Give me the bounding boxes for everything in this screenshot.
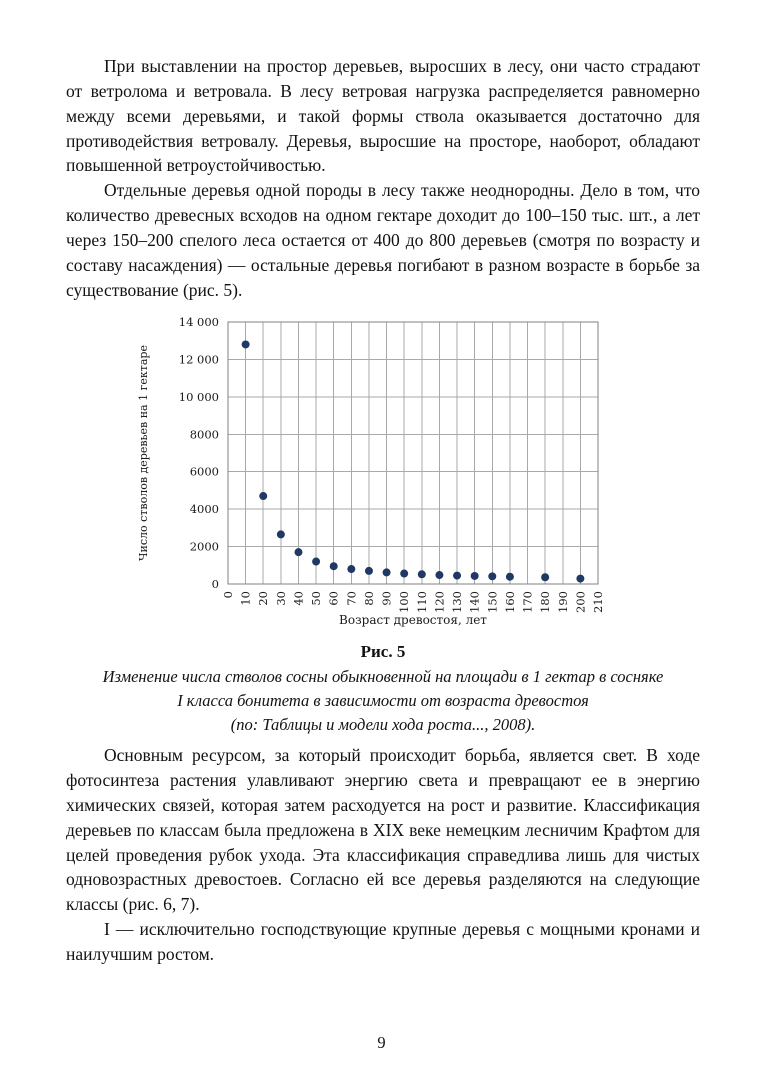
paragraph-class-one: I — исключительно господствующие крупные деревья с мощными кронами и наилучшим ростом. <box>66 919 700 964</box>
svg-text:140: 140 <box>467 591 482 614</box>
svg-text:2000: 2000 <box>189 540 219 555</box>
caption-line: I класса бонитета в зависимости от возраста древостоя <box>177 691 589 711</box>
svg-text:10: 10 <box>238 591 253 607</box>
svg-text:110: 110 <box>414 591 429 614</box>
caption-line: (по: Таблицы и модели хода роста..., 2008). <box>230 715 536 735</box>
svg-text:150: 150 <box>485 591 500 614</box>
figure-5 <box>66 312 700 737</box>
svg-text:6000: 6000 <box>189 465 219 480</box>
caption-line: Изменение числа стволов сосны обыкновенной на площади в 1 гектар в сосняке <box>102 667 664 687</box>
paragraph-tree-density: Отдельные деревья одной породы в лесу также неоднородны. Дело в том, что количество древесных всходов на одном гектаре доходит до 100–150 тыс. шт., а лет через 150–200 спелого леса остается от 400 до 800 деревьев (смотря по возрасту и составу насаждения) — остальные деревья погибают в разном возрасте в борьбе за существование (рис. 5). <box>66 180 700 300</box>
svg-text:200: 200 <box>573 591 588 614</box>
paragraph-wind-resistance: При выставлении на простор деревьев, выросших в лесу, они часто страдают от ветролома и ветровала. В лесу ветровая нагрузка распределяется равномерно между всеми деревьями, и такой формы ствола оказывается достаточно для противодействия ветровалу. Деревья, выросшие на просторе, наоборот, обладают повышенной ветроустойчивостью. <box>66 56 700 176</box>
svg-text:60: 60 <box>326 591 341 607</box>
svg-text:40: 40 <box>291 591 306 607</box>
paragraph-light-resource: Основным ресурсом, за который происходит борьба, является свет. В ходе фотосинтеза растения улавливают энергию света и превращают ее в энергию химических связей, которая затем расходуется на рост и развитие. Классификация деревьев по классам была предложена в XIX веке немецким лесничим Крафтом для целей проведения рубок ухода. Эта классификация справедлива лишь для чистых одновозрастных древостоев. Согласно ей все деревья разделяются на следующие классы (рис. 6, 7). <box>66 745 700 915</box>
svg-text:Число стволов деревьев на 1 ге: Число стволов деревьев на 1 гектаре <box>137 345 150 562</box>
svg-text:4000: 4000 <box>189 502 219 517</box>
svg-text:210: 210 <box>591 591 605 614</box>
svg-text:180: 180 <box>538 591 553 614</box>
scatter-chart <box>133 312 633 632</box>
svg-text:14 000: 14 000 <box>178 315 219 330</box>
svg-text:10 000: 10 000 <box>178 390 219 405</box>
page-number: 9 <box>377 1033 386 1052</box>
svg-text:80: 80 <box>361 591 376 607</box>
svg-text:20: 20 <box>256 591 271 607</box>
figure-caption <box>66 665 700 737</box>
svg-text:120: 120 <box>432 591 447 614</box>
svg-text:0: 0 <box>211 577 219 592</box>
svg-text:90: 90 <box>379 591 394 607</box>
svg-text:190: 190 <box>555 591 570 614</box>
svg-text:30: 30 <box>273 591 288 607</box>
svg-text:170: 170 <box>520 591 535 614</box>
svg-text:130: 130 <box>450 591 465 614</box>
svg-text:100: 100 <box>397 591 412 614</box>
svg-text:160: 160 <box>502 591 517 614</box>
figure-label: Рис. 5 <box>360 642 406 662</box>
svg-text:0: 0 <box>221 591 235 599</box>
figure-caption-block <box>66 642 700 737</box>
svg-text:70: 70 <box>344 591 359 607</box>
svg-text:12 000: 12 000 <box>178 352 219 367</box>
svg-text:50: 50 <box>309 591 324 607</box>
svg-text:Возраст древостоя, лет: Возраст древостоя, лет <box>339 613 487 628</box>
svg-text:8000: 8000 <box>189 427 219 442</box>
